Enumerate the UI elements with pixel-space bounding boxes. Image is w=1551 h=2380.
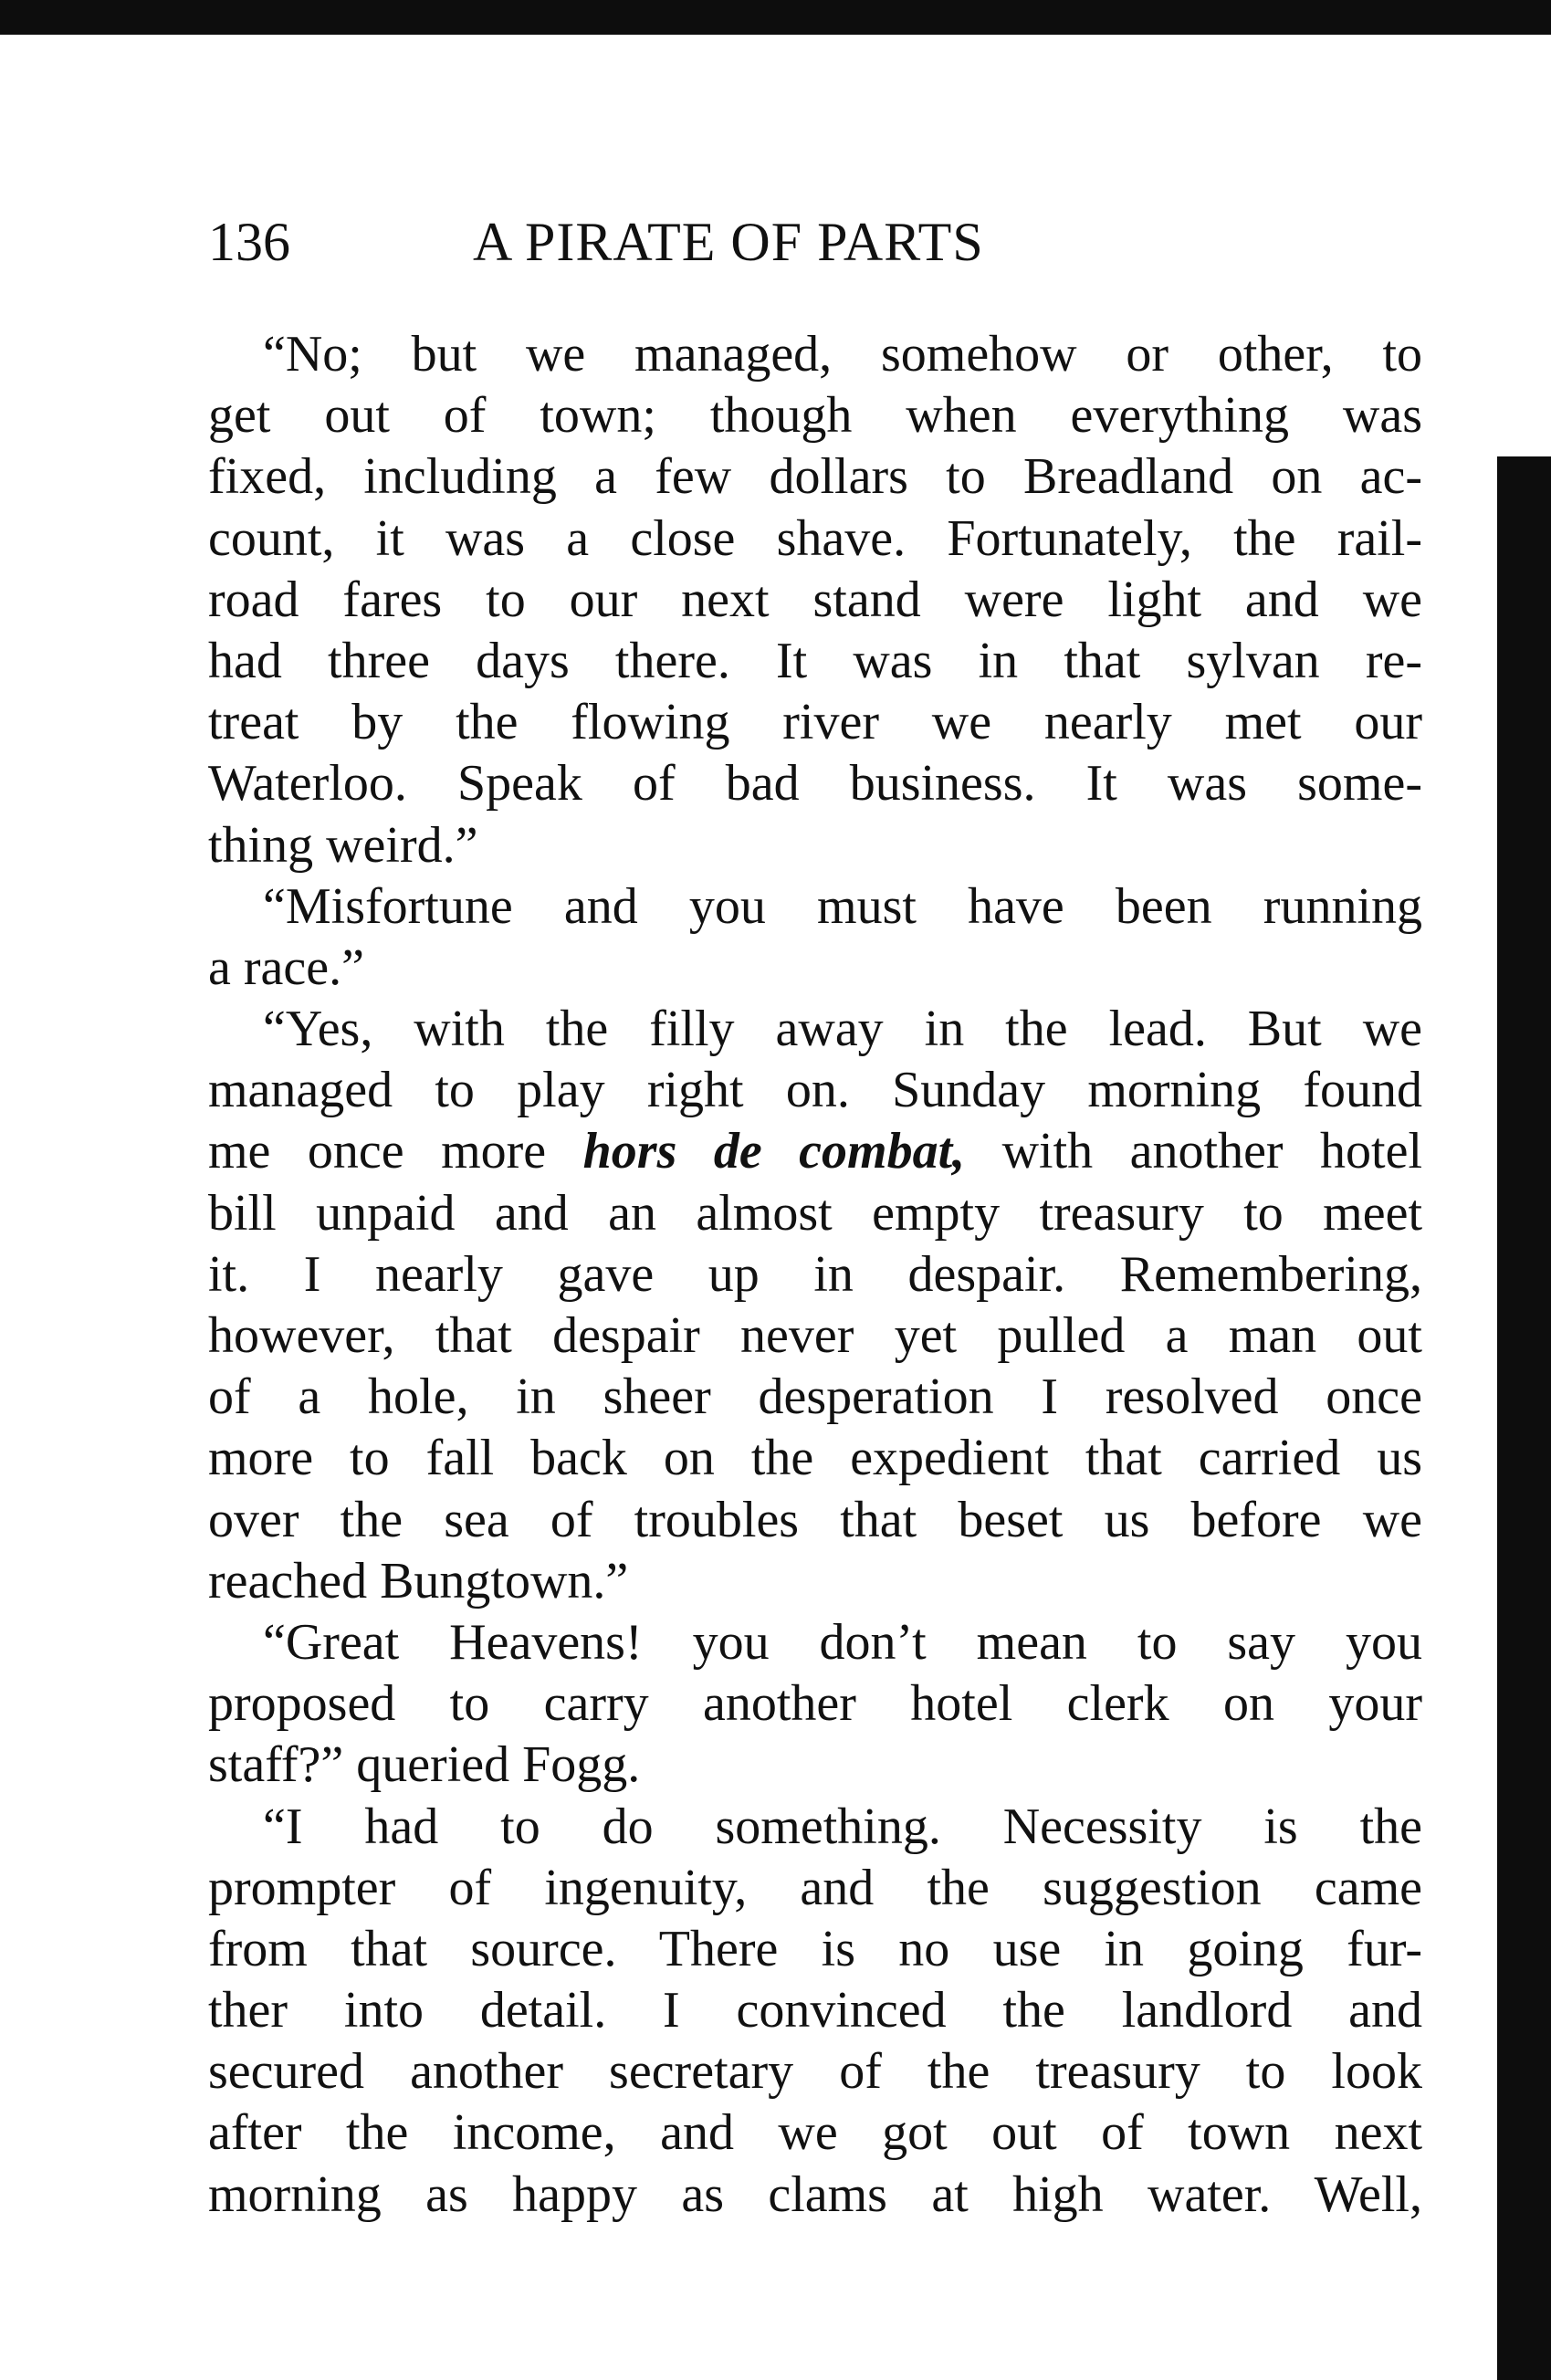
text-line: “Misfortune and you must have been running (263, 877, 1422, 935)
text-line: get out of town; though when everything was (208, 387, 1422, 445)
text-line: proposed to carry another hotel clerk on your (208, 1675, 1422, 1733)
text-line: reached Bungtown.” (208, 1552, 629, 1609)
text-line: had three days there. It was in that sylvan re- (208, 632, 1422, 689)
text-line: secured another secretary of the treasury to look (208, 2043, 1422, 2101)
text-line: it. I nearly gave up in despair. Remembering, (208, 1245, 1422, 1303)
text-line: count, it was a close shave. Fortunately, the rail- (208, 509, 1422, 567)
text-line: over the sea of troubles that beset us before we (208, 1491, 1422, 1548)
text-line: however, that despair never yet pulled a man out (208, 1307, 1422, 1364)
text-line: “Yes, with the filly away in the lead. But we (263, 1001, 1422, 1058)
text-line: “I had to do something. Necessity is the (263, 1798, 1422, 1855)
text-line: more to fall back on the expedient that carried us (208, 1430, 1422, 1487)
italic-phrase: hors de combat, (582, 1123, 966, 1180)
text-line: Waterloo. Speak of bad business. It was some- (208, 755, 1422, 813)
text-line: staff?” queried Fogg. (208, 1736, 641, 1794)
text-line: fixed, including a few dollars to Breadland on ac- (208, 448, 1422, 506)
body-text (208, 324, 1422, 2226)
text-line: “Great Heavens! you don’t mean to say you (263, 1613, 1422, 1671)
right-scan-edge (1497, 456, 1551, 2380)
text-line-segment: me once more (208, 1123, 583, 1180)
text-line: of a hole, in sheer desperation I resolved once (208, 1368, 1422, 1426)
text-line: treat by the flowing river we nearly met our (208, 694, 1422, 751)
text-line: morning as happy as clams at high water. Well, (208, 2165, 1422, 2223)
text-line: a race.” (208, 938, 364, 996)
text-line: after the income, and we got out of town next (208, 2104, 1422, 2162)
text-line: road fares to our next stand were light and we (208, 571, 1422, 628)
text-line: bill unpaid and an almost empty treasury to meet (208, 1184, 1422, 1242)
text-line: “No; but we managed, somehow or other, to (263, 326, 1422, 383)
text-line: managed to play right on. Sunday morning found (208, 1062, 1422, 1119)
text-line-segment: with another hotel (965, 1123, 1422, 1180)
top-scan-border (0, 0, 1551, 35)
running-head (208, 205, 1267, 278)
running-title: A PIRATE OF PARTS (473, 212, 984, 272)
page-number: 136 (208, 212, 290, 272)
text-line: thing weird.” (208, 816, 478, 874)
text-line (208, 1121, 1422, 1182)
text-line: ther into detail. I convinced the landlord and (208, 1982, 1422, 2039)
text-line: prompter of ingenuity, and the suggestion came (208, 1859, 1422, 1916)
text-line: from that source. There is no use in going fur- (208, 1920, 1422, 1977)
